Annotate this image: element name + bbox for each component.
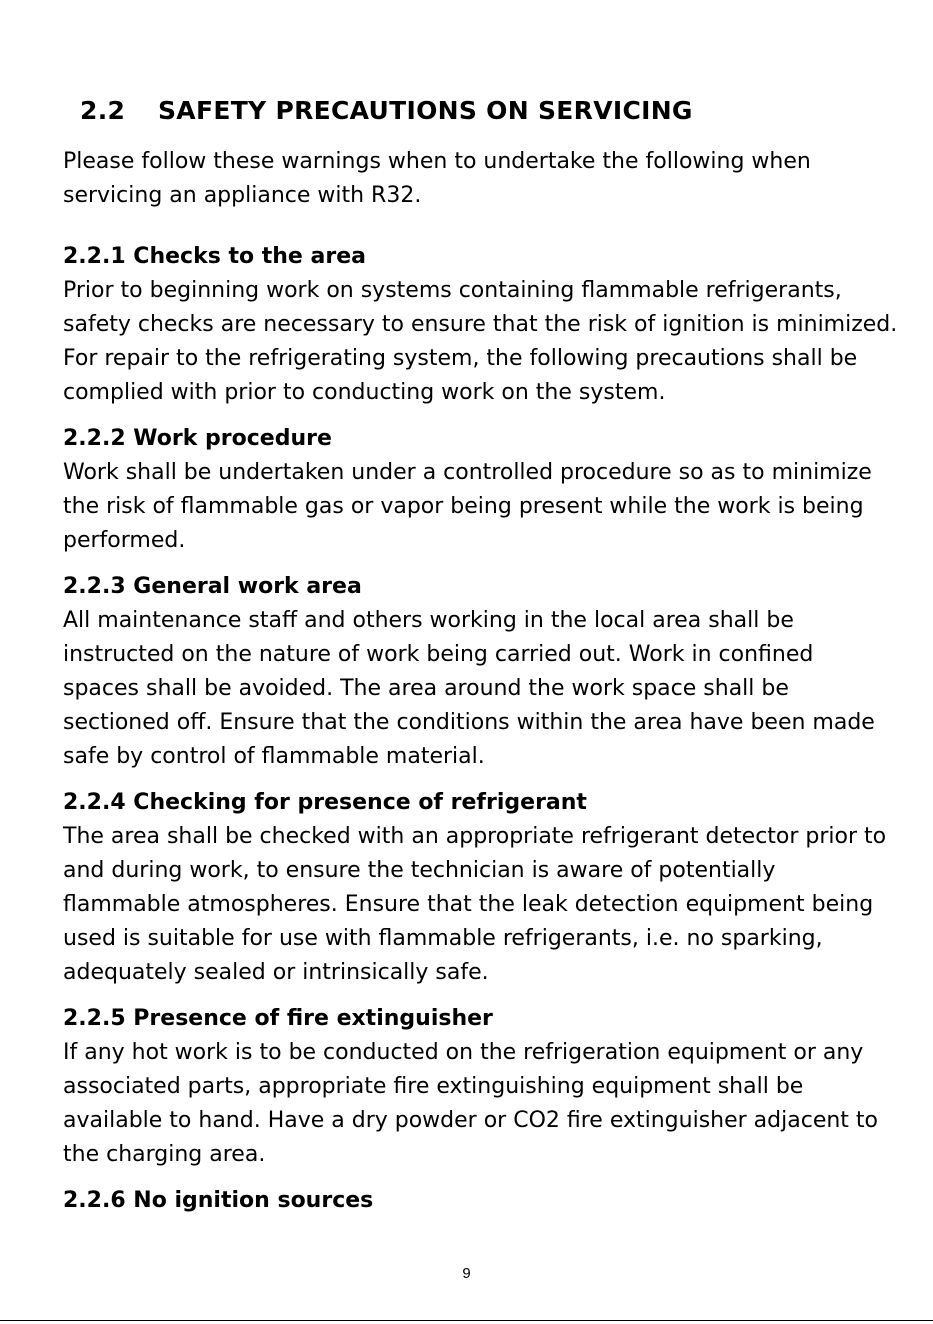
text-line: Please follow these warnings when to undertake the following when [63, 149, 811, 174]
subsection-checks-to-area [63, 240, 903, 410]
text-line: instructed on the nature of work being carried out. Work in confined [63, 642, 814, 667]
text-line: servicing an appliance with R32. [63, 183, 422, 208]
subsection-title: 2.2.6 No ignition sources [63, 1188, 374, 1213]
text-line: If any hot work is to be conducted on the refrigeration equipment or any [63, 1040, 864, 1065]
text-line: associated parts, appropriate fire extinguishing equipment shall be [63, 1074, 804, 1099]
subsection-paragraph [63, 820, 903, 990]
subsection-paragraph [63, 604, 903, 774]
subsection-no-ignition-sources [63, 1184, 903, 1218]
section-heading [80, 96, 693, 125]
text-line: the risk of flammable gas or vapor being present while the work is being [63, 494, 864, 519]
document-body [63, 145, 903, 1230]
text-line: sectioned off. Ensure that the conditions within the area have been made [63, 710, 875, 735]
section-heading-number: 2.2 [80, 96, 126, 125]
text-line: and during work, to ensure the technician is aware of potentially [63, 858, 776, 883]
text-line: Work shall be undertaken under a controlled procedure so as to minimize [63, 460, 872, 485]
text-line: All maintenance staff and others working in the local area shall be [63, 608, 794, 633]
subsection-fire-extinguisher [63, 1002, 903, 1172]
text-line: spaces shall be avoided. The area around the work space shall be [63, 676, 789, 701]
page-number: 9 [462, 1265, 471, 1282]
subsection-title: 2.2.2 Work procedure [63, 426, 332, 451]
subsection-work-procedure [63, 422, 903, 558]
text-line: safety checks are necessary to ensure that the risk of ignition is minimized. [63, 312, 898, 337]
subsection-checking-refrigerant [63, 786, 903, 990]
text-line: flammable atmospheres. Ensure that the leak detection equipment being [63, 892, 874, 917]
subsection-paragraph [63, 1036, 903, 1172]
text-line: Prior to beginning work on systems containing flammable refrigerants, [63, 278, 842, 303]
intro-paragraph [63, 145, 903, 213]
text-line: used is suitable for use with flammable refrigerants, i.e. no sparking, [63, 926, 823, 951]
subsection-paragraph [63, 274, 903, 410]
subsection-title: 2.2.4 Checking for presence of refrigerant [63, 790, 587, 815]
section-heading-title: SAFETY PRECAUTIONS ON SERVICING [158, 96, 693, 125]
subsection-title: 2.2.3 General work area [63, 574, 362, 599]
text-line: safe by control of flammable material. [63, 744, 485, 769]
text-line: For repair to the refrigerating system, the following precautions shall be [63, 346, 858, 371]
subsection-general-work-area [63, 570, 903, 774]
text-line: The area shall be checked with an appropriate refrigerant detector prior to [63, 824, 887, 849]
text-line: performed. [63, 528, 186, 553]
text-line: the charging area. [63, 1142, 266, 1167]
text-line: complied with prior to conducting work on the system. [63, 380, 666, 405]
subsection-paragraph [63, 456, 903, 558]
subsection-title: 2.2.5 Presence of fire extinguisher [63, 1006, 493, 1031]
text-line: available to hand. Have a dry powder or CO2 fire extinguisher adjacent to [63, 1108, 878, 1133]
page-bottom-rule [0, 1320, 933, 1321]
subsection-title: 2.2.1 Checks to the area [63, 244, 366, 269]
text-line: adequately sealed or intrinsically safe. [63, 960, 489, 985]
